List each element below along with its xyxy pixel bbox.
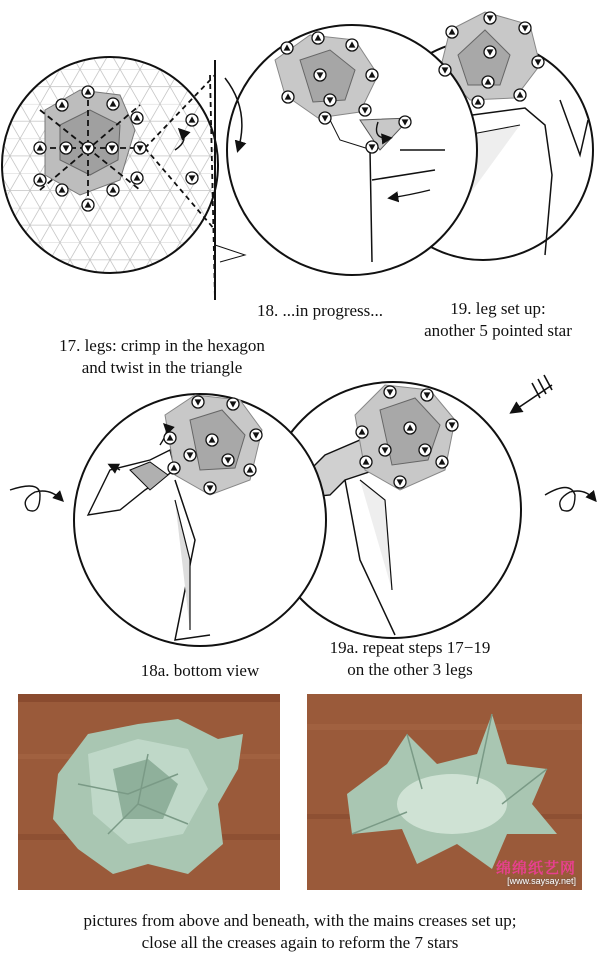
mountain-node-icon <box>56 184 68 196</box>
valley-node-icon <box>379 444 391 456</box>
watermark-url: [www.saysay.net] <box>507 876 576 886</box>
mountain-node-icon <box>312 32 324 44</box>
valley-node-icon <box>82 142 94 154</box>
step-19a-label: 19a. repeat steps 17−19 <box>329 638 491 657</box>
mountain-node-icon <box>107 98 119 110</box>
mountain-node-icon <box>366 69 378 81</box>
footer-line-2: close all the creases again to reform the 7 stars <box>141 933 459 952</box>
valley-node-icon <box>250 429 262 441</box>
repeat-arrow-icon <box>512 375 552 412</box>
valley-node-icon <box>419 444 431 456</box>
mountain-node-icon <box>186 114 198 126</box>
mountain-node-icon <box>514 89 526 101</box>
mountain-node-icon <box>282 91 294 103</box>
footer-caption <box>0 910 600 954</box>
step-19a-label-2: on the other 3 legs <box>347 660 473 679</box>
valley-node-icon <box>446 419 458 431</box>
valley-node-icon <box>319 112 331 124</box>
valley-node-icon <box>184 449 196 461</box>
step-18-diagram <box>227 25 477 275</box>
mountain-node-icon <box>168 462 180 474</box>
footer-line-1: pictures from above and beneath, with the mains creases set up; <box>83 911 517 930</box>
mountain-node-icon <box>356 426 368 438</box>
valley-node-icon <box>222 454 234 466</box>
mountain-node-icon <box>164 432 176 444</box>
valley-node-icon <box>421 389 433 401</box>
mountain-node-icon <box>404 422 416 434</box>
photo-beneath <box>307 694 582 890</box>
valley-node-icon <box>399 116 411 128</box>
mountain-node-icon <box>82 86 94 98</box>
mountain-node-icon <box>281 42 293 54</box>
step-19-label-2: another 5 pointed star <box>424 321 572 340</box>
rotate-right-icon <box>545 488 595 512</box>
step-19-caption <box>398 298 598 342</box>
valley-node-icon <box>204 482 216 494</box>
mountain-node-icon <box>131 172 143 184</box>
mountain-node-icon <box>472 96 484 108</box>
valley-node-icon <box>186 172 198 184</box>
watermark <box>496 857 576 886</box>
step-18-label: 18. ...in progress... <box>256 301 384 320</box>
mountain-node-icon <box>82 199 94 211</box>
mountain-node-icon <box>34 142 46 154</box>
rotate-left-icon <box>10 486 62 511</box>
valley-node-icon <box>227 398 239 410</box>
valley-node-icon <box>134 142 146 154</box>
step-19a-caption <box>310 637 510 681</box>
valley-node-icon <box>519 22 531 34</box>
valley-node-icon <box>394 476 406 488</box>
valley-node-icon <box>60 142 72 154</box>
step-18a-label: 18a. bottom view <box>140 661 260 680</box>
valley-node-icon <box>314 69 326 81</box>
mountain-node-icon <box>131 112 143 124</box>
mountain-node-icon <box>360 456 372 468</box>
step-17-caption <box>22 335 302 379</box>
step-17-label: 17. legs: crimp in the hexagon <box>59 336 265 355</box>
valley-node-icon <box>324 94 336 106</box>
valley-node-icon <box>366 141 378 153</box>
step-18a-diagram <box>74 394 326 646</box>
photo-above <box>18 694 280 890</box>
valley-node-icon <box>484 12 496 24</box>
step-18-caption <box>240 300 400 322</box>
valley-node-icon <box>484 46 496 58</box>
step-17-label-2: and twist in the triangle <box>81 358 243 377</box>
mountain-node-icon <box>107 184 119 196</box>
valley-node-icon <box>532 56 544 68</box>
watermark-brand: 绵绵纸艺网 <box>495 860 576 877</box>
valley-node-icon <box>359 104 371 116</box>
mountain-node-icon <box>206 434 218 446</box>
mountain-node-icon <box>56 99 68 111</box>
valley-node-icon <box>384 386 396 398</box>
mountain-node-icon <box>346 39 358 51</box>
mountain-node-icon <box>436 456 448 468</box>
mountain-node-icon <box>482 76 494 88</box>
valley-node-icon <box>192 396 204 408</box>
valley-node-icon <box>439 64 451 76</box>
valley-node-icon <box>106 142 118 154</box>
step-18a-caption <box>120 660 280 682</box>
mountain-node-icon <box>446 26 458 38</box>
mountain-node-icon <box>244 464 256 476</box>
step-19-label: 19. leg set up: <box>450 299 546 318</box>
mountain-node-icon <box>34 174 46 186</box>
